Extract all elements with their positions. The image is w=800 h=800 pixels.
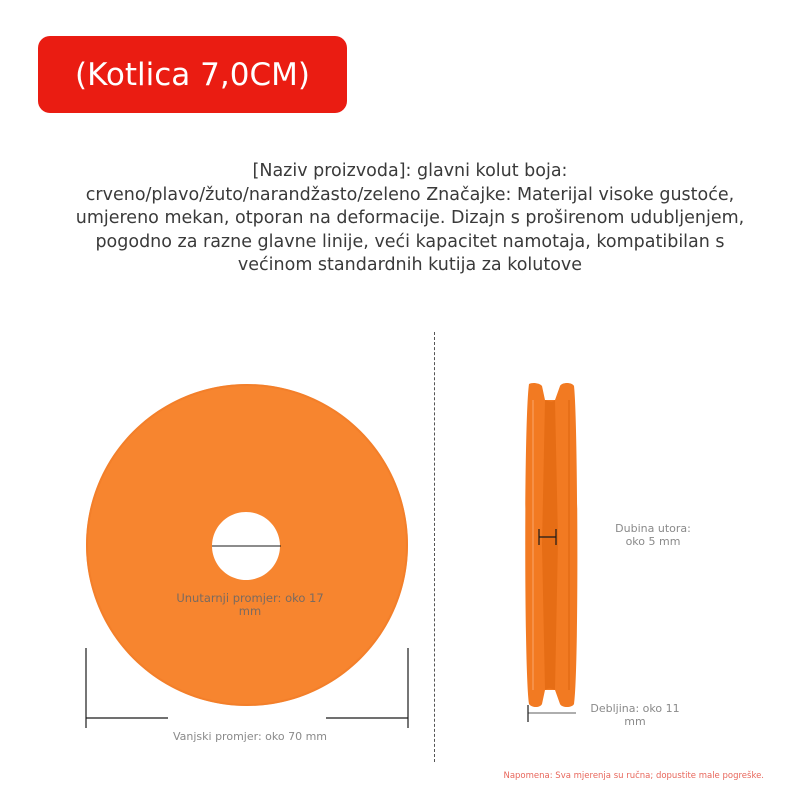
thickness-label bbox=[580, 702, 690, 728]
inner-diameter-unit: mm bbox=[238, 604, 262, 618]
measurement-note: Napomena: Sva mjerenja su ručna; dopustite male pogreške. bbox=[503, 771, 764, 781]
thickness-unit: mm bbox=[624, 715, 646, 728]
outer-diameter-label bbox=[160, 730, 340, 743]
title-text: (Kotlica 7,0CM) bbox=[75, 56, 310, 93]
groove-depth-text: Dubina utora: bbox=[615, 522, 691, 535]
description-line: umjereno mekan, otporan na deformacije. Dizajn s proširenom udubljenjem, bbox=[75, 208, 745, 228]
outer-diameter-text: Vanjski promjer: oko 70 mm bbox=[172, 730, 328, 743]
description-line: većinom standardnih kutija za kolutove bbox=[237, 255, 583, 275]
description-line: pogodno za razne glavne linije, veći kapacitet namotaja, kompatibilan s bbox=[95, 231, 725, 252]
view-divider bbox=[434, 332, 435, 762]
inner-diameter-label bbox=[160, 592, 340, 618]
description-line: crveno/plavo/žuto/narandžasto/zeleno Značajke: Materijal visoke gustoće, bbox=[85, 184, 735, 205]
thickness-dimension bbox=[528, 705, 576, 722]
thickness-text: Debljina: oko 11 bbox=[590, 702, 680, 715]
spool-front-icon bbox=[86, 384, 408, 706]
inner-diameter-text: Unutarnji promjer: oko 17 bbox=[176, 591, 324, 605]
groove-depth-value: oko 5 mm bbox=[625, 535, 681, 548]
description-line: [Naziv proizvoda]: glavni kolut boja: bbox=[252, 161, 568, 181]
spool-side-icon bbox=[525, 383, 577, 707]
groove-depth-label bbox=[598, 522, 708, 548]
